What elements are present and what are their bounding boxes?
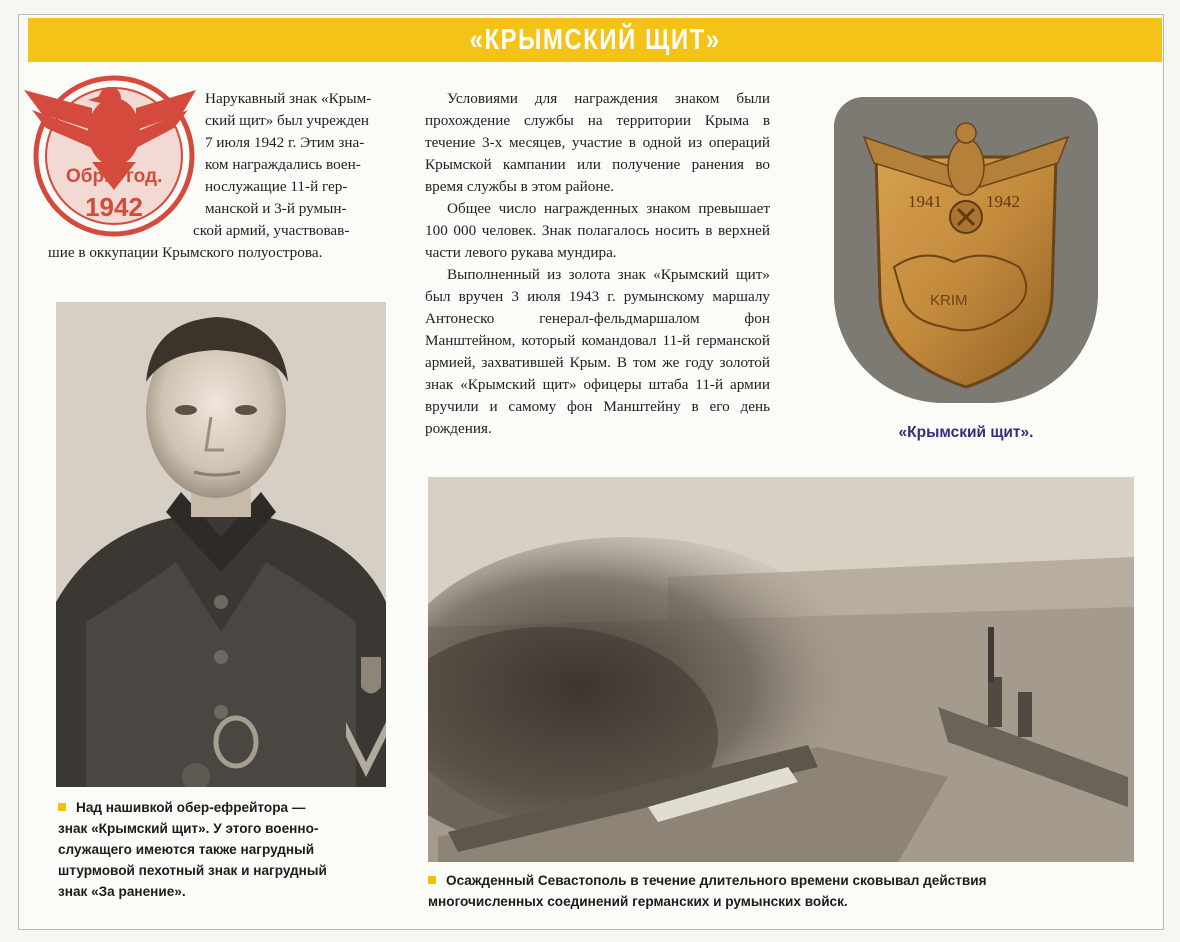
- page-title: «КРЫМСКИЙ ЩИТ»: [469, 23, 721, 56]
- article-paragraph: Условиями для награждения знаком были прохождение службы на территории Крыма в течение 3-х месяцев, участие в одной из операций Крымской кампании или получение ранения во время службы в этом районе.: [425, 90, 770, 195]
- officer-photo-caption: [58, 797, 398, 902]
- caption-line: знак «За ранение».: [58, 884, 186, 899]
- intro-paragraph: [48, 88, 398, 264]
- caption-line: служащего имеются также нагрудный: [58, 842, 315, 857]
- caption-bullet: [428, 876, 436, 884]
- badge-map-label: KRIM: [930, 292, 968, 309]
- caption-bullet: [58, 803, 66, 811]
- harbor-photo-caption: [428, 870, 1148, 912]
- intro-line: манской и 3-й румын-: [205, 200, 347, 217]
- stamp-year: 1942: [85, 192, 143, 222]
- stamp-left-text: Обр.: [66, 166, 110, 187]
- title-banner: [28, 18, 1162, 62]
- intro-line: шие в оккупации Крымского полуострова.: [48, 244, 323, 261]
- caption-line: штурмовой пехотный знак и нагрудный: [58, 863, 327, 878]
- caption-line: знак «Крымский щит». У этого военно-: [58, 821, 319, 836]
- intro-line: ский щит» был учрежден: [205, 112, 369, 129]
- article-paragraph: Общее число награжденных знаком превышает 100 000 человек. Знак полагалось носить в верхней части левого рукава мундира.: [425, 200, 770, 261]
- intro-line: ком награждались воен-: [205, 156, 361, 173]
- intro-line: Нарукавный знак «Крым-: [205, 90, 372, 107]
- intro-line: 7 июля 1942 г. Этим зна-: [205, 134, 365, 151]
- caption-line: многочисленных соединений германских и румынских войск.: [428, 894, 848, 909]
- intro-line: нослужащие 11-й гер-: [205, 178, 348, 195]
- officer-portrait-photo: [56, 302, 386, 787]
- caption-line-1: Над нашивкой обер-ефрейтора —: [58, 797, 398, 818]
- intro-line: ской армий, участвовав-: [193, 222, 350, 239]
- crimea-shield-badge-photo: [834, 97, 1098, 403]
- badge-year-right: 1942: [986, 192, 1020, 211]
- caption-line-1: Осажденный Севастополь в течение длительного времени сковывал действия: [428, 870, 1148, 891]
- stamp-right-text: год.: [126, 166, 163, 187]
- article-paragraph: Выполненный из золота знак «Крымский щит» был вручен 3 июля 1943 г. румынскому маршалу Антонеско генерал-фельдмаршалом фон Манштейном, который командовал 11-й германской армией, захватившей Крым. В том же году золотой знак «Крымский щит» офицеры штаба 11-й армии вручили и самому фон Манштейну в его день рождения.: [425, 266, 770, 437]
- badge-year-left: 1941: [908, 192, 942, 211]
- article-column: [425, 88, 770, 440]
- badge-caption: «Крымский щит».: [898, 424, 1034, 441]
- sevastopol-harbor-photo: [428, 477, 1134, 862]
